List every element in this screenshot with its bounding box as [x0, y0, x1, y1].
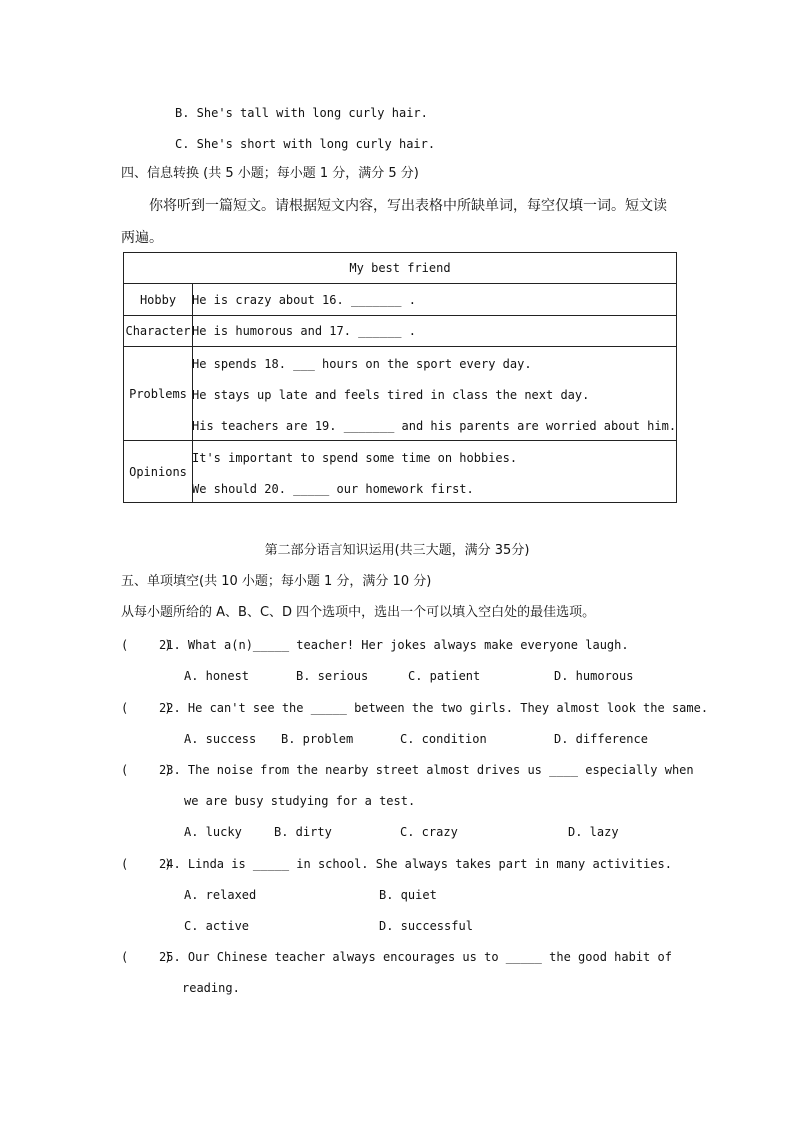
table-row-label: Hobby: [124, 284, 193, 315]
question-stem: 21. What a(n)_____ teacher! Her jokes always make everyone laugh.: [159, 638, 629, 652]
option-c[interactable]: C. active: [184, 919, 250, 933]
part2-heading: 第二部分语言知识运用(共三大题，满分 35分): [264, 543, 530, 558]
table-row-label: Character: [124, 316, 193, 346]
table-row-hobby: [123, 283, 677, 316]
answer-bracket[interactable]: ( ): [121, 857, 172, 871]
table-cell-text: He stays up late and feels tired in class the next day.: [192, 388, 590, 402]
table-cell-text: He is crazy about 16. _______ .: [192, 293, 416, 307]
question-stem: 23. The noise from the nearby street almost drives us ____ especially when: [159, 763, 694, 777]
section4-instruction-line2: 两遍。: [121, 230, 163, 246]
section5-heading: 五、单项填空(共 10 小题；每小题 1 分，满分 10 分): [121, 574, 432, 589]
option-b[interactable]: B. quiet: [379, 888, 437, 902]
table-title-row: [123, 252, 677, 284]
table-cell-text: He is humorous and 17. ______ .: [192, 324, 416, 338]
table-row-label: Opinions: [124, 441, 193, 502]
table-cell-text: It's important to spend some time on hobbies.: [192, 451, 518, 465]
table-row-problems: [123, 346, 677, 441]
question-stem-continued: we are busy studying for a test.: [184, 794, 416, 808]
question-stem: 22. He can't see the _____ between the two girls. They almost look the same.: [159, 701, 709, 715]
table-row-label: Problems: [124, 347, 193, 440]
question-stem: 24. Linda is _____ in school. She always takes part in many activities.: [159, 857, 672, 871]
option-b-line: B. She's tall with long curly hair.: [175, 106, 428, 120]
option-d[interactable]: D. successful: [379, 919, 473, 933]
option-d[interactable]: D. lazy: [568, 825, 619, 839]
option-b[interactable]: B. dirty: [274, 825, 332, 839]
question-stem-continued: reading.: [182, 981, 240, 995]
option-a[interactable]: A. success: [184, 732, 257, 746]
section4-instruction-line1: 你将听到一篇短文。请根据短文内容，写出表格中所缺单词，每空仅填一词。短文读: [149, 198, 667, 214]
answer-bracket[interactable]: ( ): [121, 763, 172, 777]
table-row-character: [123, 315, 677, 347]
option-d[interactable]: D. difference: [554, 732, 648, 746]
option-b[interactable]: B. problem: [281, 732, 354, 746]
option-c-line: C. She's short with long curly hair.: [175, 137, 436, 151]
table-row-opinions: [123, 440, 677, 503]
table-cell-text: We should 20. _____ our homework first.: [192, 482, 474, 496]
question-stem: 25. Our Chinese teacher always encourages us to _____ the good habit of: [159, 950, 672, 964]
option-c[interactable]: C. condition: [400, 732, 487, 746]
option-d[interactable]: D. humorous: [554, 669, 634, 683]
option-a[interactable]: A. relaxed: [184, 888, 257, 902]
table-title: My best friend: [349, 261, 451, 275]
section4-heading: 四、信息转换 (共 5 小题；每小题 1 分，满分 5 分): [121, 166, 419, 181]
option-a[interactable]: A. honest: [184, 669, 250, 683]
answer-bracket[interactable]: ( ): [121, 701, 172, 715]
table-cell-text: His teachers are 19. _______ and his parents are worried about him.: [192, 419, 677, 433]
answer-bracket[interactable]: ( ): [121, 638, 172, 652]
option-a[interactable]: A. lucky: [184, 825, 242, 839]
option-c[interactable]: C. crazy: [400, 825, 458, 839]
option-c[interactable]: C. patient: [408, 669, 481, 683]
table-cell-text: He spends 18. ___ hours on the sport every day.: [192, 357, 532, 371]
section5-instruction: 从每小题所给的 A、B、C、D 四个选项中，选出一个可以填入空白处的最佳选项。: [121, 605, 596, 620]
answer-bracket[interactable]: ( ): [121, 950, 172, 964]
option-b[interactable]: B. serious: [296, 669, 369, 683]
info-table: [123, 252, 677, 503]
